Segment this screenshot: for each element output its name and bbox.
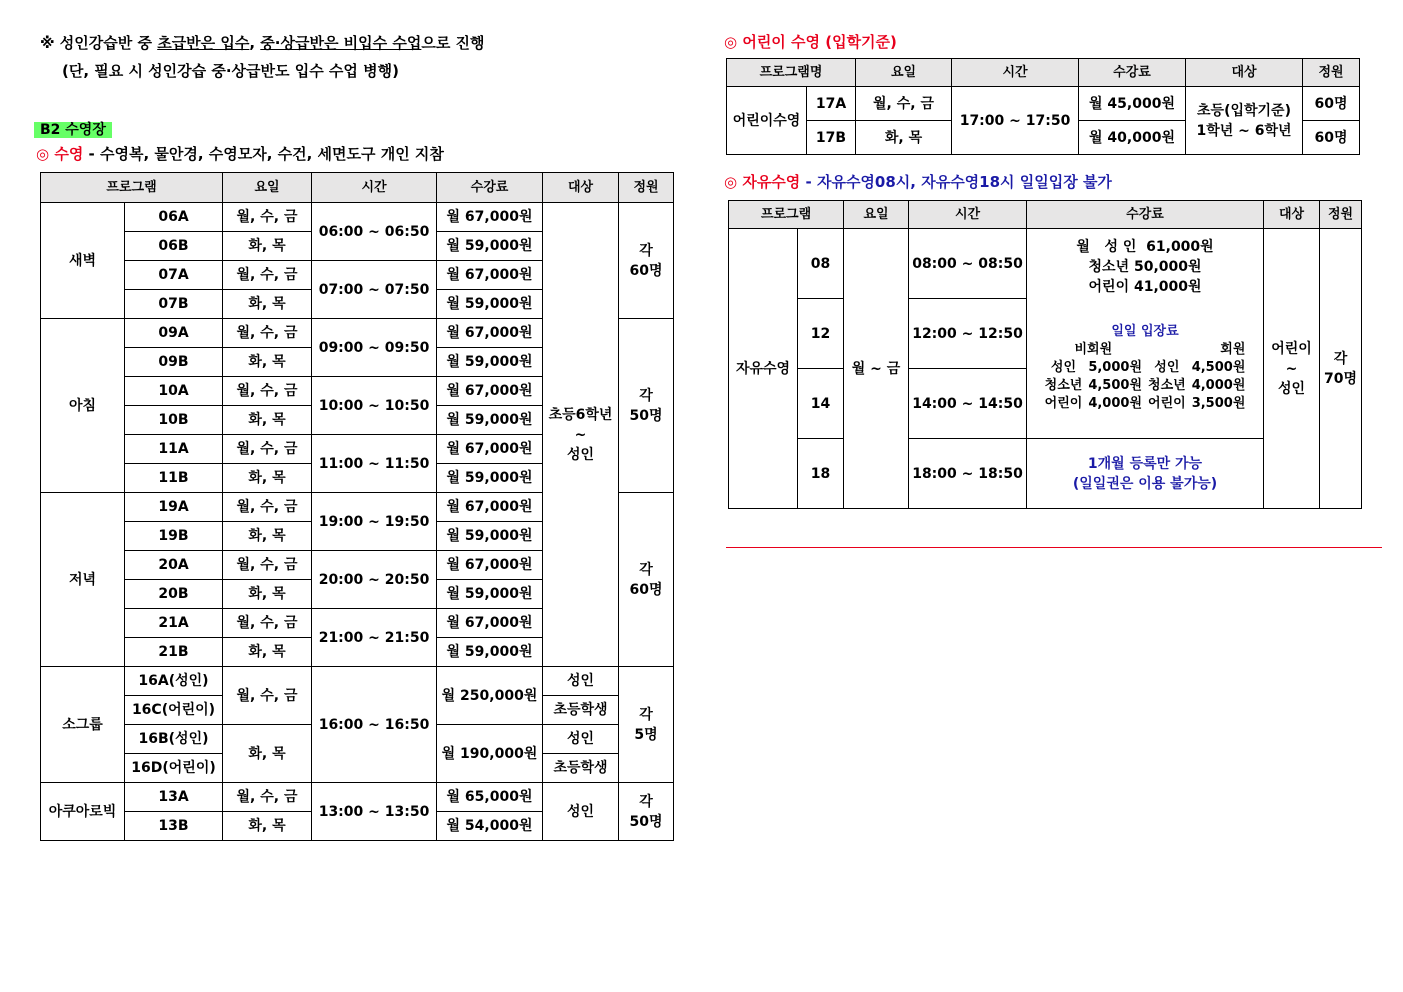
- class-fee: 월 67,000원: [437, 609, 543, 638]
- class-days: 월 ~ 금: [844, 229, 909, 509]
- header-target: 대상: [1186, 59, 1303, 87]
- class-code: 10A: [125, 377, 223, 406]
- circle-marker-icon: ◎: [36, 145, 50, 163]
- daily-fee-title: 일일 입장료: [1111, 324, 1179, 339]
- class-days: 월, 수, 금: [223, 261, 312, 290]
- class-fee: 월 40,000원: [1079, 121, 1186, 155]
- class-days: 월, 수, 금: [223, 377, 312, 406]
- class-code: 21B: [125, 638, 223, 667]
- class-fee: 월 67,000원: [437, 435, 543, 464]
- daily-fee-grid: 비회원 회원 성인 5,000원 성인 4,500원 청소년 4,500원 청소년 4,000원 어린이 4,000원 어린이 3,500원: [1044, 342, 1246, 411]
- class-days: 화, 목: [856, 121, 952, 155]
- class-code: 14: [798, 369, 844, 439]
- class-target: 어린이 ~ 성인: [1264, 229, 1320, 509]
- class-time: 07:00 ~ 07:50: [312, 261, 437, 319]
- header-target: 대상: [543, 173, 619, 203]
- header-days: 요일: [856, 59, 952, 87]
- header-program: 프로그램: [41, 173, 223, 203]
- class-capacity: 60명: [1303, 87, 1360, 121]
- class-code: 16D(어린이): [125, 754, 223, 783]
- header-fee: 수강료: [437, 173, 543, 203]
- class-time: 17:00 ~ 17:50: [952, 87, 1079, 155]
- notice-line-2: (단, 필요 시 성인강습 중·상급반도 입수 수업 병행): [62, 62, 399, 80]
- header-capacity: 정원: [1320, 201, 1362, 229]
- class-fee: 월 67,000원: [437, 377, 543, 406]
- class-days: 월, 수, 금: [223, 319, 312, 348]
- class-days: 화, 목: [223, 812, 312, 841]
- class-target: 초등6학년 ~ 성인: [543, 203, 619, 667]
- class-code: 06B: [125, 232, 223, 261]
- free-swim-table: [728, 200, 1362, 509]
- class-code: 10B: [125, 406, 223, 435]
- class-fee: 월 190,000원: [437, 725, 543, 783]
- class-capacity: 60명: [1303, 121, 1360, 155]
- kids-section-title: ◎ 어린이 수영 (입학기준): [724, 33, 897, 51]
- class-fee: 월 65,000원: [437, 783, 543, 812]
- class-fee: 월 67,000원: [437, 261, 543, 290]
- class-time: 09:00 ~ 09:50: [312, 319, 437, 377]
- swim-section-title: ◎ 수영 - 수영복, 물안경, 수영모자, 수건, 세면도구 개인 지참: [36, 145, 444, 163]
- monthly-fees: 월 성 인 61,000원 청소년 50,000원 어린이 41,000원: [1076, 239, 1214, 295]
- kids-program-name: 어린이수영: [727, 87, 807, 155]
- class-capacity: 각 5명: [619, 667, 674, 783]
- class-code: 16A(성인): [125, 667, 223, 696]
- class-code: 19B: [125, 522, 223, 551]
- class-code: 11B: [125, 464, 223, 493]
- header-capacity: 정원: [1303, 59, 1360, 87]
- class-code: 09A: [125, 319, 223, 348]
- header-fee: 수강료: [1079, 59, 1186, 87]
- class-days: 월, 수, 금: [223, 203, 312, 232]
- class-fee: 월 59,000원: [437, 638, 543, 667]
- free-program-name: 자유수영: [729, 229, 798, 509]
- class-time: 20:00 ~ 20:50: [312, 551, 437, 609]
- class-days: 화, 목: [223, 522, 312, 551]
- header-program-name: 프로그램명: [727, 59, 856, 87]
- class-days: 화, 목: [223, 348, 312, 377]
- class-fee: 월 67,000원: [437, 203, 543, 232]
- class-days: 월, 수, 금: [223, 493, 312, 522]
- header-target: 대상: [1264, 201, 1320, 229]
- class-fee: 월 59,000원: [437, 348, 543, 377]
- class-target: 성인: [543, 667, 619, 696]
- group-name: 새벽: [41, 203, 125, 319]
- table-row: [41, 783, 674, 812]
- class-time: 18:00 ~ 18:50: [909, 439, 1027, 509]
- class-fee: 월 67,000원: [437, 319, 543, 348]
- circle-marker-icon: ◎: [724, 33, 738, 51]
- class-fee: 월 59,000원: [437, 232, 543, 261]
- class-code: 17A: [807, 87, 856, 121]
- class-days: 화, 목: [223, 290, 312, 319]
- class-fee: 월 59,000원: [437, 406, 543, 435]
- class-target: 성인: [543, 783, 619, 841]
- divider-line: [726, 547, 1382, 548]
- class-fee: 월 59,000원: [437, 580, 543, 609]
- class-code: 20A: [125, 551, 223, 580]
- header-days: 요일: [844, 201, 909, 229]
- class-fee: 월 67,000원: [437, 493, 543, 522]
- swim-schedule-table: [40, 172, 674, 841]
- class-code: 21A: [125, 609, 223, 638]
- header-time: 시간: [312, 173, 437, 203]
- free-fee-cell: [1027, 229, 1264, 439]
- class-code: 12: [798, 299, 844, 369]
- class-code: 18: [798, 439, 844, 509]
- class-code: 19A: [125, 493, 223, 522]
- class-days: 화, 목: [223, 725, 312, 783]
- class-days: 월, 수, 금: [223, 435, 312, 464]
- class-code: 06A: [125, 203, 223, 232]
- header-time: 시간: [952, 59, 1079, 87]
- header-days: 요일: [223, 173, 312, 203]
- class-code: 07B: [125, 290, 223, 319]
- class-days: 화, 목: [223, 638, 312, 667]
- class-time: 16:00 ~ 16:50: [312, 667, 437, 783]
- class-time: 19:00 ~ 19:50: [312, 493, 437, 551]
- group-name: 아침: [41, 319, 125, 493]
- class-days: 월, 수, 금: [223, 551, 312, 580]
- class-time: 10:00 ~ 10:50: [312, 377, 437, 435]
- class-code: 17B: [807, 121, 856, 155]
- class-time: 08:00 ~ 08:50: [909, 229, 1027, 299]
- group-name: 저녁: [41, 493, 125, 667]
- class-code: 16B(성인): [125, 725, 223, 754]
- table-row: [41, 667, 674, 696]
- circle-marker-icon: ◎: [724, 173, 738, 191]
- class-days: 월, 수, 금: [223, 783, 312, 812]
- class-capacity: 각 60명: [619, 493, 674, 667]
- header-program: 프로그램: [729, 201, 844, 229]
- class-days: 월, 수, 금: [223, 667, 312, 725]
- class-days: 화, 목: [223, 464, 312, 493]
- class-target: 초등학생: [543, 696, 619, 725]
- class-fee: 월 54,000원: [437, 812, 543, 841]
- class-time: 13:00 ~ 13:50: [312, 783, 437, 841]
- free-swim-section-title: ◎ 자유수영 - 자유수영08시, 자유수영18시 일일입장 불가: [724, 173, 1112, 191]
- class-fee: 월 45,000원: [1079, 87, 1186, 121]
- group-name: 소그룹: [41, 667, 125, 783]
- class-fee: 월 59,000원: [437, 290, 543, 319]
- group-name: 아쿠아로빅: [41, 783, 125, 841]
- class-days: 화, 목: [223, 232, 312, 261]
- class-code: 16C(어린이): [125, 696, 223, 725]
- class-fee: 월 67,000원: [437, 551, 543, 580]
- free-18-note: 1개월 등록만 가능 (일일권은 이용 불가능): [1027, 439, 1264, 509]
- class-code: 09B: [125, 348, 223, 377]
- class-days: 화, 목: [223, 580, 312, 609]
- class-code: 07A: [125, 261, 223, 290]
- class-days: 월, 수, 금: [223, 609, 312, 638]
- class-code: 11A: [125, 435, 223, 464]
- class-code: 13B: [125, 812, 223, 841]
- header-fee: 수강료: [1027, 201, 1264, 229]
- class-code: 20B: [125, 580, 223, 609]
- notice-line-1: ※ 성인강습반 중 초급반은 입수, 중·상급반은 비입수 수업으로 진행: [40, 34, 485, 52]
- class-time: 12:00 ~ 12:50: [909, 299, 1027, 369]
- class-target: 성인: [543, 725, 619, 754]
- class-capacity: 각 50명: [619, 783, 674, 841]
- class-code: 13A: [125, 783, 223, 812]
- kids-schedule-table: [726, 58, 1360, 155]
- class-fee: 월 250,000원: [437, 667, 543, 725]
- class-fee: 월 59,000원: [437, 522, 543, 551]
- class-time: 11:00 ~ 11:50: [312, 435, 437, 493]
- class-capacity: 각 70명: [1320, 229, 1362, 509]
- class-days: 월, 수, 금: [856, 87, 952, 121]
- class-target: 초등학생: [543, 754, 619, 783]
- pool-tag: B2 수영장: [34, 119, 112, 139]
- class-time: 14:00 ~ 14:50: [909, 369, 1027, 439]
- class-capacity: 각 50명: [619, 319, 674, 493]
- class-fee: 월 59,000원: [437, 464, 543, 493]
- class-time: 06:00 ~ 06:50: [312, 203, 437, 261]
- header-time: 시간: [909, 201, 1027, 229]
- class-days: 화, 목: [223, 406, 312, 435]
- table-row: [41, 203, 674, 232]
- class-target: 초등(입학기준) 1학년 ~ 6학년: [1186, 87, 1303, 155]
- class-time: 21:00 ~ 21:50: [312, 609, 437, 667]
- class-code: 08: [798, 229, 844, 299]
- class-capacity: 각 60명: [619, 203, 674, 319]
- header-capacity: 정원: [619, 173, 674, 203]
